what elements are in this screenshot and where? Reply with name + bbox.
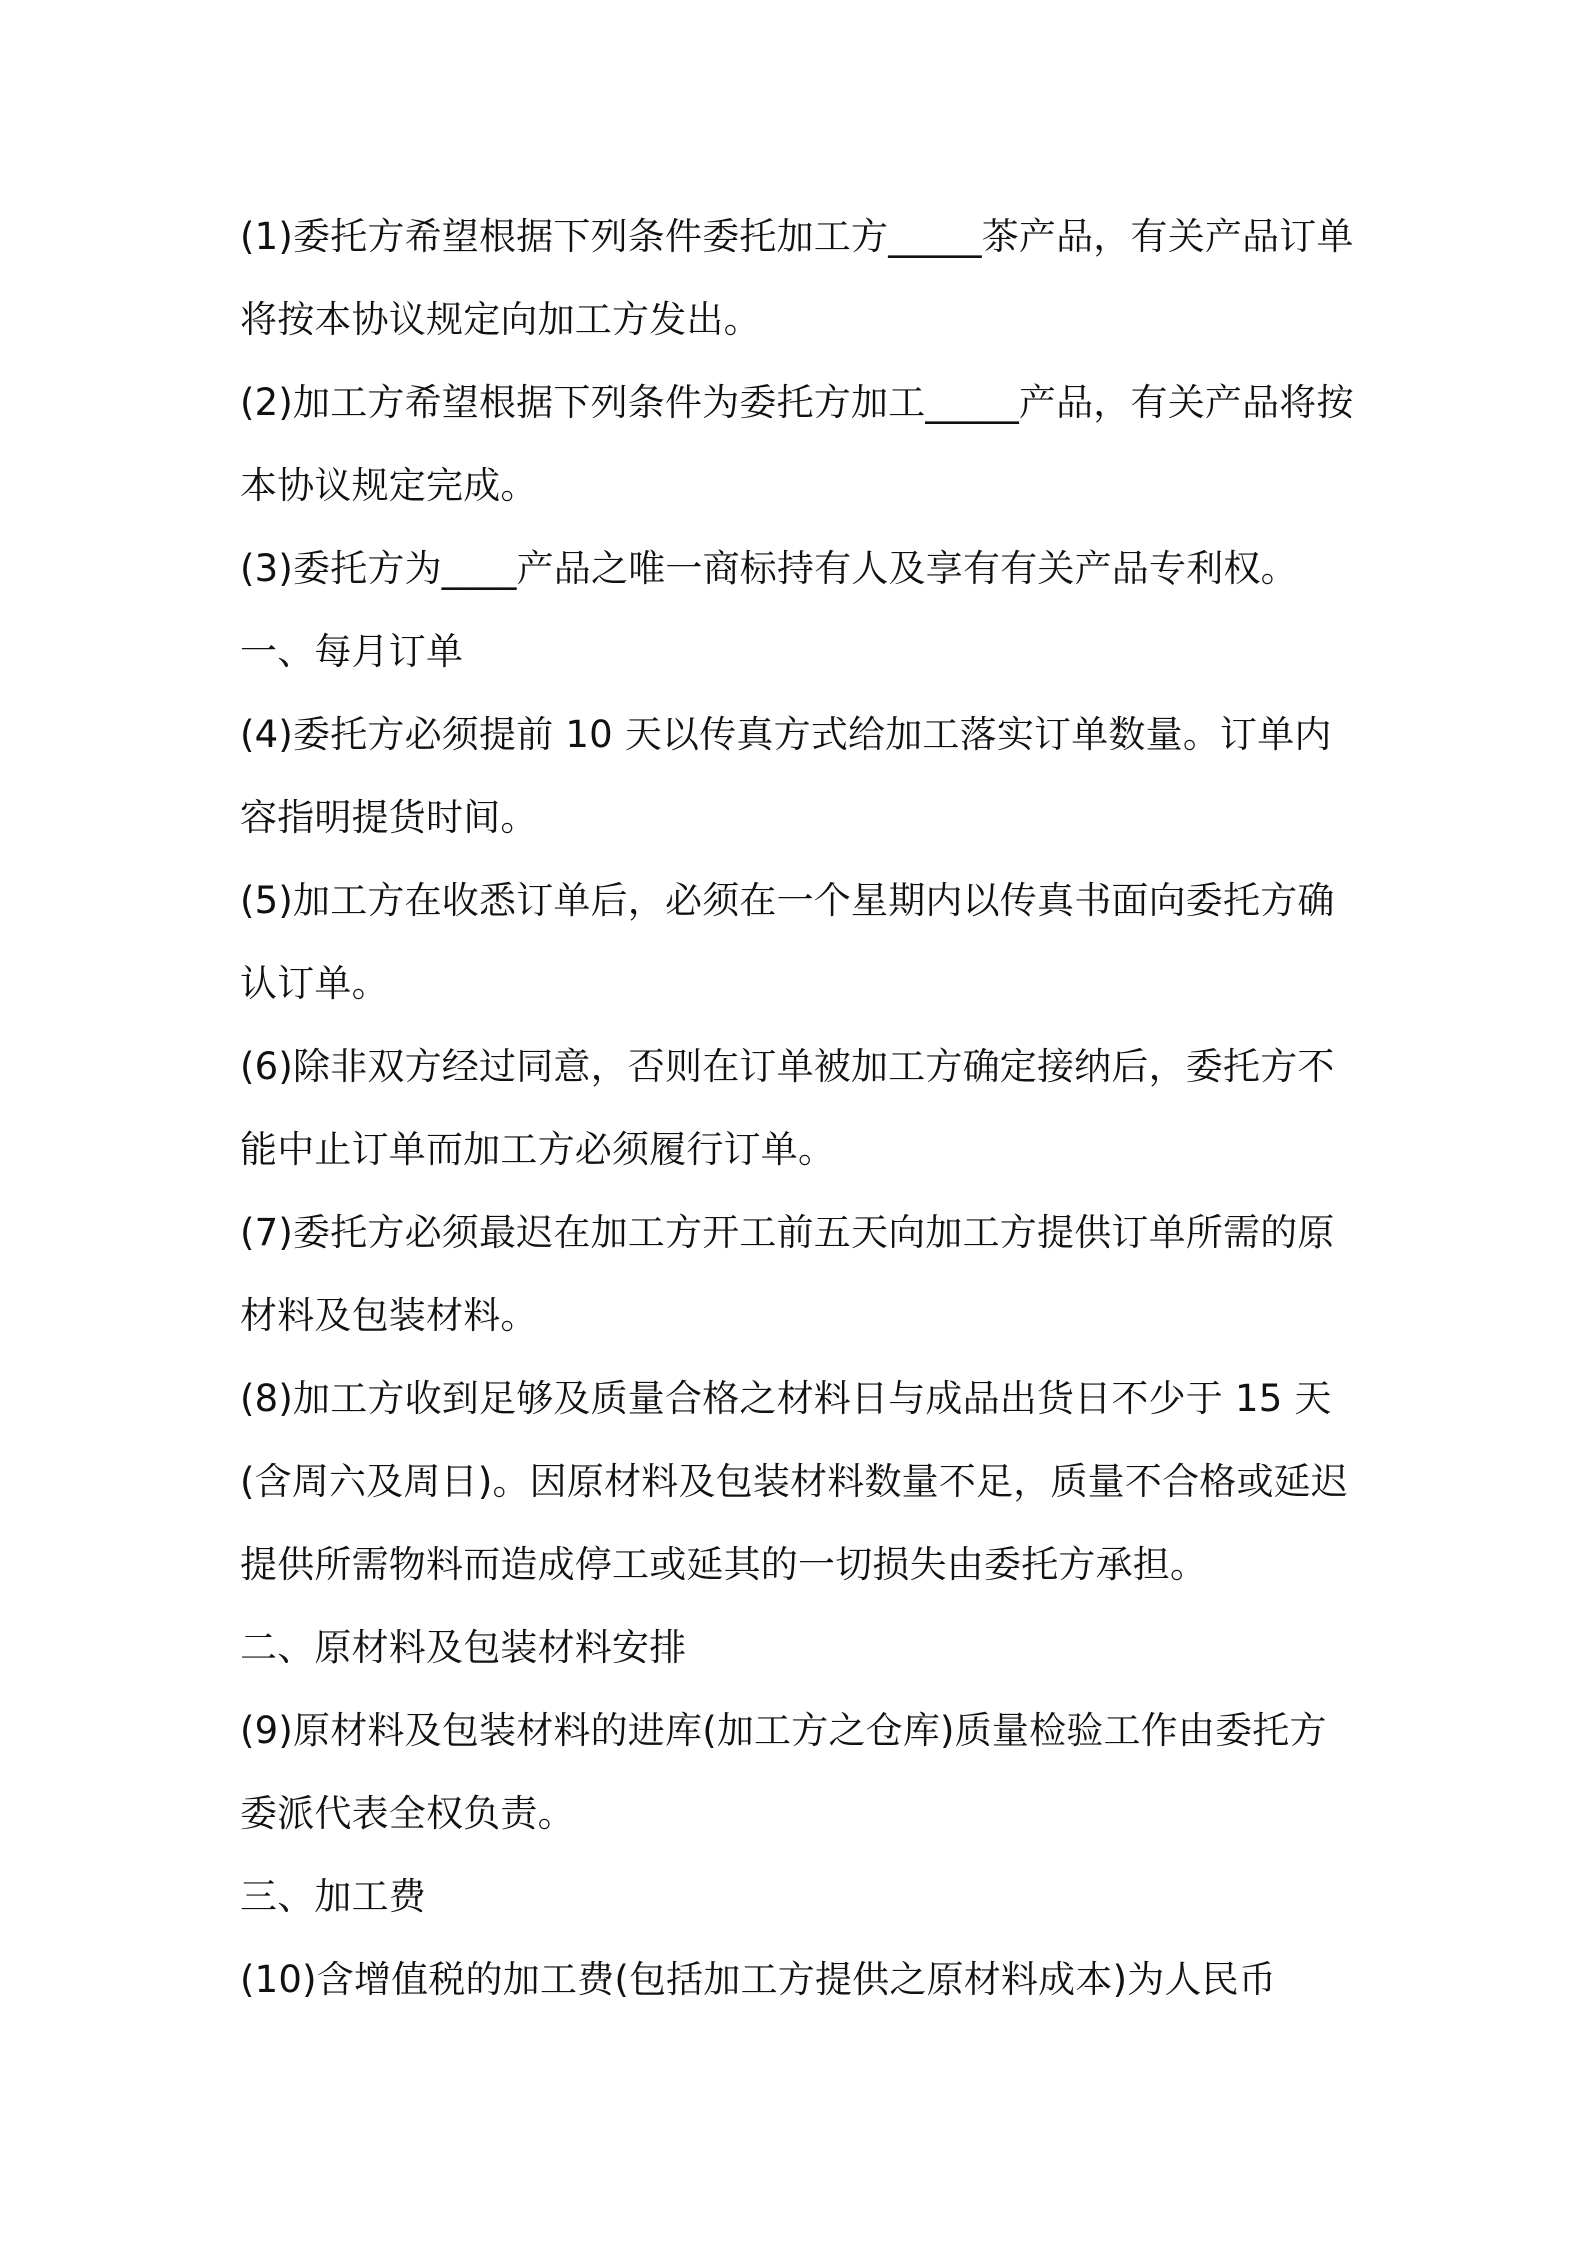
document-body <box>240 195 1360 2021</box>
clause-8: (8)加工方收到足够及质量合格之材料日与成品出货日不少于 15 天(含周六及周日)。因原材料及包装材料数量不足，质量不合格或延迟提供所需物料而造成停工或延其的一切损失由委托方承担。 <box>240 1377 1349 1586</box>
clause-9: (9)原材料及包装材料的进库(加工方之仓库)质量检验工作由委托方委派代表全权负责。 <box>240 1709 1327 1835</box>
clause-5: (5)加工方在收悉订单后，必须在一个星期内以传真书面向委托方确认订单。 <box>240 879 1335 1005</box>
clause-4: (4)委托方必须提前 10 天以传真方式给加工落实订单数量。订单内容指明提货时间。 <box>240 713 1332 839</box>
section-heading-monthly-orders: 一、每月订单 <box>240 630 464 673</box>
clause-2: (2)加工方希望根据下列条件为委托方加工_____产品，有关产品将按本协议规定完成。 <box>240 381 1354 507</box>
clause-1: (1)委托方希望根据下列条件委托加工方_____茶产品，有关产品订单将按本协议规定向加工方发出。 <box>240 215 1354 341</box>
section-heading-materials: 二、原材料及包装材料安排 <box>240 1626 687 1669</box>
clause-10: (10)含增值税的加工费(包括加工方提供之原材料成本)为人民币 <box>240 1958 1277 2001</box>
section-heading-processing-fee: 三、加工费 <box>240 1875 426 1918</box>
clause-6: (6)除非双方经过同意，否则在订单被加工方确定接纳后，委托方不能中止订单而加工方必须履行订单。 <box>240 1045 1335 1171</box>
clause-7: (7)委托方必须最迟在加工方开工前五天向加工方提供订单所需的原材料及包装材料。 <box>240 1211 1335 1337</box>
clause-3: (3)委托方为____产品之唯一商标持有人及享有有关产品专利权。 <box>240 547 1298 590</box>
